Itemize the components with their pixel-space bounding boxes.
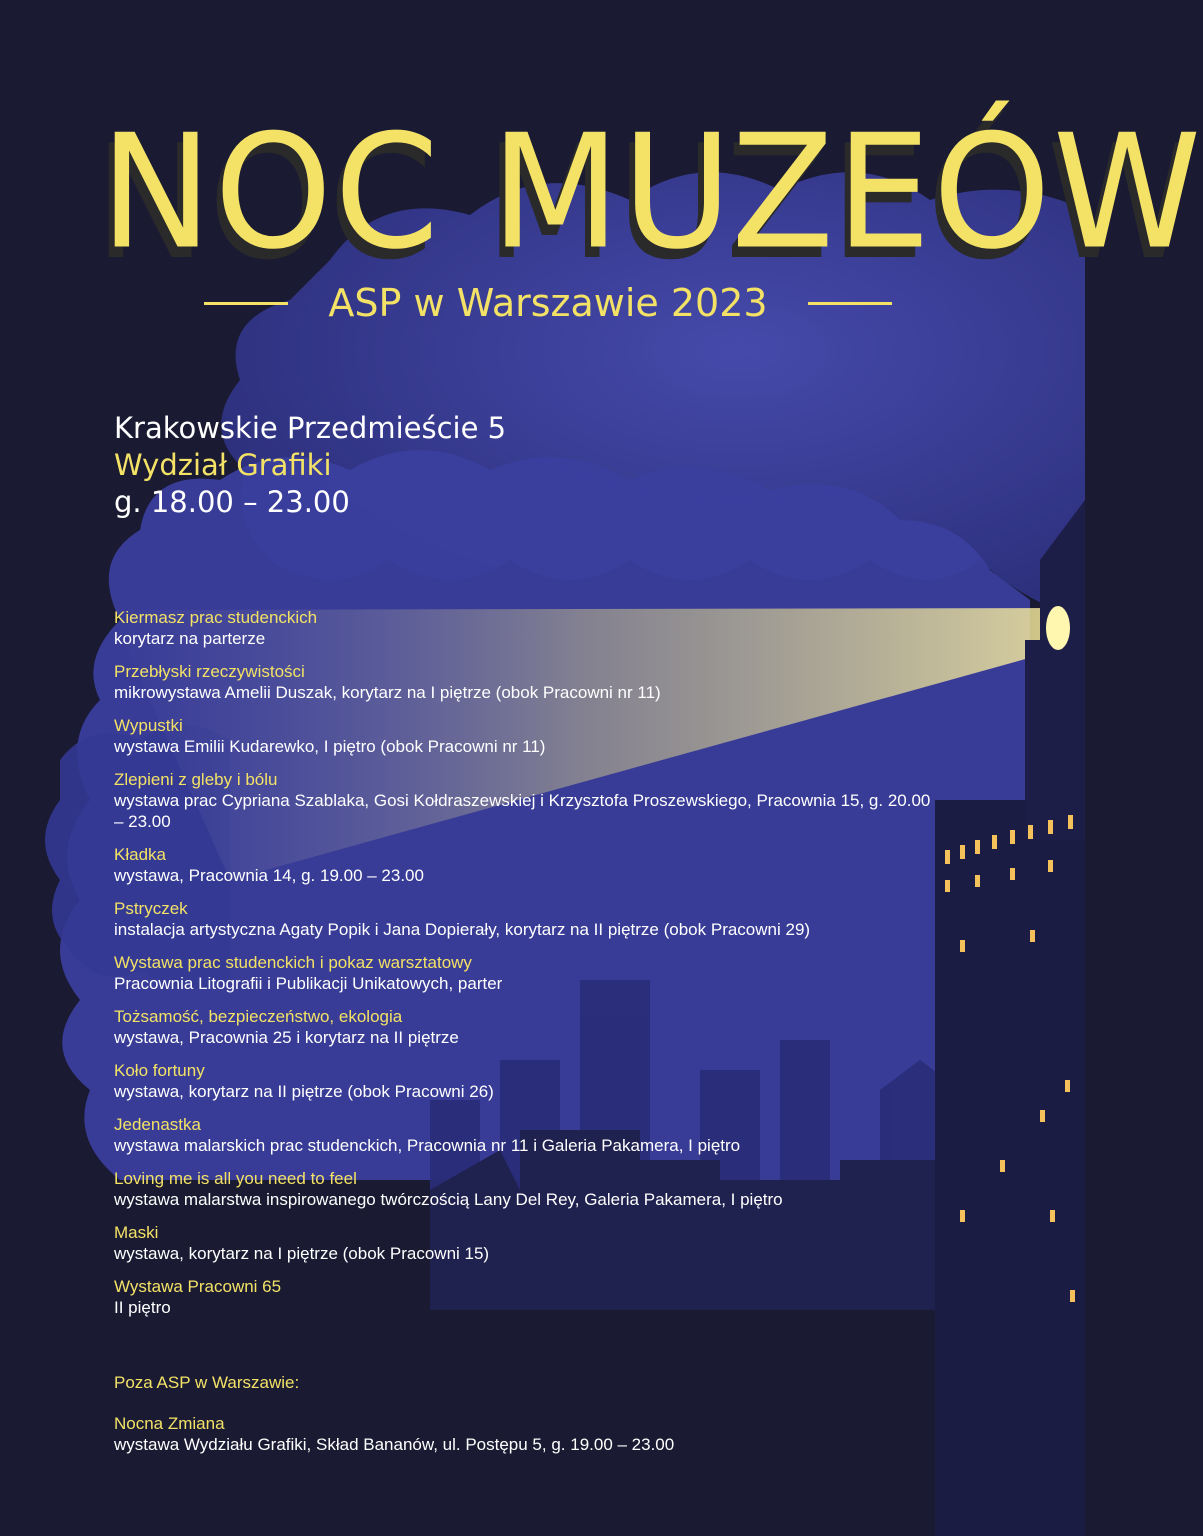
event-desc: wystawa malarskich prac studenckich, Pracownia nr 11 i Galeria Pakamera, I piętro bbox=[114, 1136, 741, 1155]
event-desc: wystawa prac Cypriana Szablaka, Gosi Kołdraszewskiej i Krzysztofa Proszewskiego, Pracownia 15, g. 20.00 – 23.00 bbox=[114, 791, 931, 831]
event-name: Wystawa Pracowni 65 bbox=[114, 1277, 282, 1296]
event-desc: wystawa, korytarz na I piętrze (obok Pracowni 15) bbox=[114, 1244, 490, 1263]
event-name: Kiermasz prac studenckich bbox=[114, 608, 318, 627]
venue-hours: g. 18.00 – 23.00 bbox=[114, 485, 350, 519]
event-name: Jedenastka bbox=[114, 1115, 201, 1134]
event-name: Wypustki bbox=[114, 716, 183, 735]
event-list bbox=[114, 607, 944, 1330]
event-desc: wystawa, Pracownia 25 i korytarz na II piętrze bbox=[114, 1028, 459, 1047]
event-name: Zlepieni z gleby i bólu bbox=[114, 770, 278, 789]
event-desc: wystawa, Pracownia 14, g. 19.00 – 23.00 bbox=[114, 866, 424, 885]
event-name: Przebłyski rzeczywistości bbox=[114, 662, 305, 681]
poster-subtitle: ASP w Warszawie 2023 bbox=[328, 281, 768, 325]
event-item bbox=[114, 1222, 944, 1264]
venue-address: Krakowskie Przedmieście 5 bbox=[114, 411, 507, 445]
event-name: Kładka bbox=[114, 845, 166, 864]
event-item bbox=[114, 898, 944, 940]
event-desc: II piętro bbox=[114, 1298, 171, 1317]
event-item bbox=[114, 952, 944, 994]
venue-faculty: Wydział Grafiki bbox=[114, 448, 332, 482]
event-item bbox=[114, 1168, 944, 1210]
event-item bbox=[114, 1060, 944, 1102]
poster-title: NOC MUZEÓW bbox=[100, 101, 1203, 285]
venue-block bbox=[114, 410, 506, 521]
right-divider bbox=[808, 302, 892, 305]
event-name: Koło fortuny bbox=[114, 1061, 205, 1080]
event-item bbox=[114, 1006, 944, 1048]
event-name: Maski bbox=[114, 1223, 159, 1242]
event-name: Wystawa prac studenckich i pokaz warsztatowy bbox=[114, 953, 472, 972]
event-desc: mikrowystawa Amelii Duszak, korytarz na I piętrze (obok Pracowni nr 11) bbox=[114, 683, 661, 702]
event-item bbox=[114, 715, 944, 757]
event-item bbox=[114, 844, 944, 886]
subtitle-row bbox=[204, 278, 892, 328]
event-item bbox=[114, 1276, 944, 1318]
left-divider bbox=[204, 302, 288, 305]
event-item bbox=[114, 1413, 944, 1455]
outside-section bbox=[114, 1372, 944, 1467]
event-name: Pstryczek bbox=[114, 899, 188, 918]
event-desc: korytarz na parterze bbox=[114, 629, 266, 648]
event-item bbox=[114, 1114, 944, 1156]
event-item bbox=[114, 661, 944, 703]
event-name: Loving me is all you need to feel bbox=[114, 1169, 357, 1188]
event-desc: wystawa malarstwa inspirowanego twórczością Lany Del Rey, Galeria Pakamera, I piętro bbox=[114, 1190, 783, 1209]
event-item bbox=[114, 769, 944, 832]
event-desc: Pracownia Litografii i Publikacji Unikatowych, parter bbox=[114, 974, 503, 993]
event-desc: wystawa, korytarz na II piętrze (obok Pracowni 26) bbox=[114, 1082, 494, 1101]
event-name: Nocna Zmiana bbox=[114, 1414, 225, 1433]
event-item bbox=[114, 607, 944, 649]
event-desc: wystawa Emilii Kudarewko, I piętro (obok Pracowni nr 11) bbox=[114, 737, 546, 756]
outside-heading: Poza ASP w Warszawie: bbox=[114, 1373, 300, 1392]
event-desc: instalacja artystyczna Agaty Popik i Jana Dopierały, korytarz na II piętrze (obok Pracowni 29) bbox=[114, 920, 811, 939]
event-name: Tożsamość, bezpieczeństwo, ekologia bbox=[114, 1007, 403, 1026]
event-desc: wystawa Wydziału Grafiki, Skład Bananów, ul. Postępu 5, g. 19.00 – 23.00 bbox=[114, 1435, 675, 1454]
